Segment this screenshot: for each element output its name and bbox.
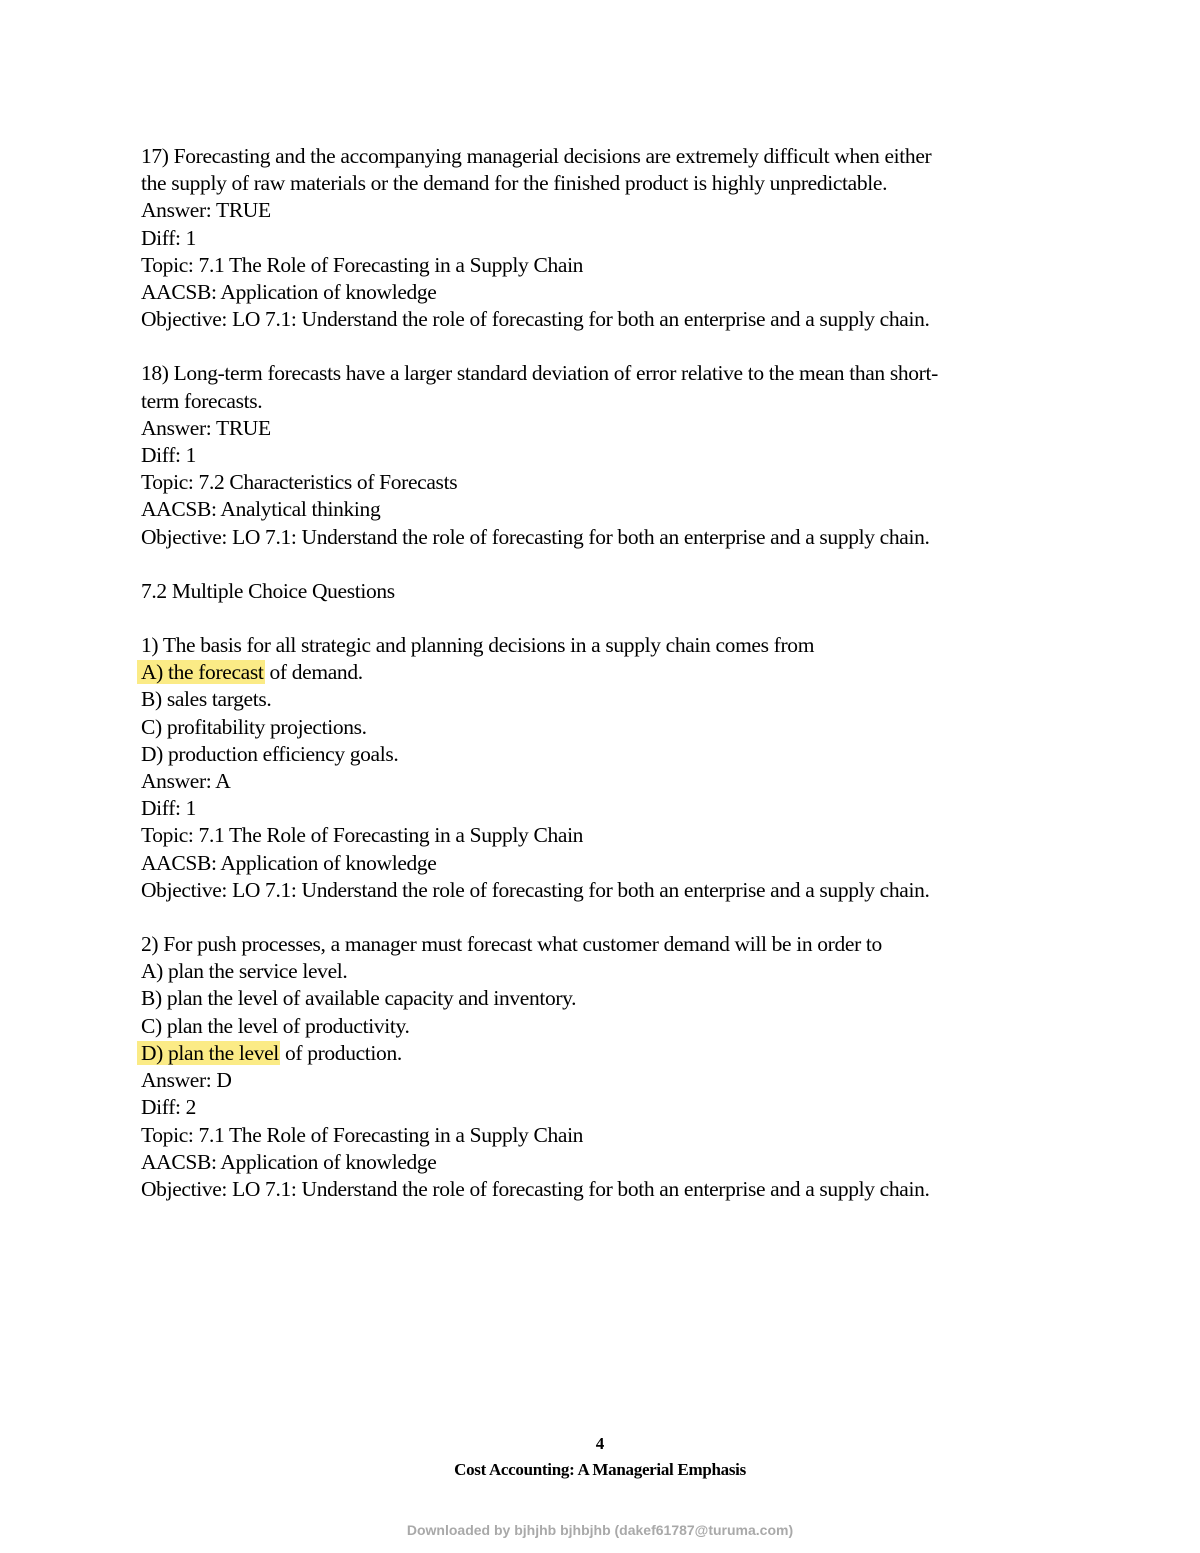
spacer (141, 333, 1061, 360)
objective: Objective: LO 7.1: Understand the role of forecasting for both an enterprise and a supply chain. (141, 524, 930, 549)
aacsb: AACSB: Application of knowledge (141, 280, 437, 305)
option-a-rest: of demand. (264, 660, 363, 685)
section-heading: 7.2 Multiple Choice Questions (141, 578, 395, 603)
answer: Answer: TRUE (141, 198, 271, 223)
difficulty: Diff: 1 (141, 225, 197, 250)
spacer (141, 551, 1061, 578)
option-d (141, 1040, 1061, 1067)
download-watermark: Downloaded by bjhjhb bjhbjhb (dakef61787@turuma.com) (406, 1522, 794, 1538)
difficulty: Diff: 2 (141, 1095, 197, 1120)
question-text: 18) Long-term forecasts have a larger standard deviation of error relative to the mean than short- (141, 361, 938, 386)
option-c: C) plan the level of productivity. (141, 1013, 410, 1038)
option-b: B) plan the level of available capacity and inventory. (141, 986, 577, 1011)
mc-question-1 (141, 632, 1061, 904)
question-text-continued: term forecasts. (141, 388, 263, 413)
topic: Topic: 7.1 The Role of Forecasting in a Supply Chain (141, 1122, 584, 1147)
question-text: 1) The basis for all strategic and planning decisions in a supply chain comes from (141, 633, 815, 658)
option-d-rest: of production. (279, 1040, 402, 1065)
aacsb: AACSB: Application of knowledge (141, 850, 437, 875)
highlight-mark: A) the forecast (137, 660, 265, 684)
option-b: B) sales targets. (141, 687, 272, 712)
spacer (141, 904, 1061, 931)
option-a: A) plan the service level. (141, 959, 348, 984)
objective: Objective: LO 7.1: Understand the role of forecasting for both an enterprise and a supply chain. (141, 307, 930, 332)
topic: Topic: 7.2 Characteristics of Forecasts (141, 470, 458, 495)
objective: Objective: LO 7.1: Understand the role of forecasting for both an enterprise and a supply chain. (141, 877, 930, 902)
highlight-mark: D) plan the level (137, 1041, 280, 1065)
aacsb: AACSB: Analytical thinking (141, 497, 381, 522)
option-a (141, 659, 1061, 686)
objective: Objective: LO 7.1: Understand the role of forecasting for both an enterprise and a supply chain. (141, 1176, 930, 1201)
question-text: 2) For push processes, a manager must forecast what customer demand will be in order to (141, 932, 882, 957)
spacer (141, 605, 1061, 632)
question-18 (141, 360, 1061, 550)
question-17 (141, 143, 1061, 333)
page-number: 4 (595, 1434, 605, 1453)
answer: Answer: D (141, 1068, 232, 1093)
difficulty: Diff: 1 (141, 443, 197, 468)
topic: Topic: 7.1 The Role of Forecasting in a Supply Chain (141, 823, 584, 848)
book-title: Cost Accounting: A Managerial Emphasis (454, 1460, 746, 1479)
option-c: C) profitability projections. (141, 714, 367, 739)
page-content (141, 143, 1061, 1203)
question-text-continued: the supply of raw materials or the demand for the finished product is highly unpredictable. (141, 171, 888, 196)
mc-question-2 (141, 931, 1061, 1203)
topic: Topic: 7.1 The Role of Forecasting in a Supply Chain (141, 252, 584, 277)
aacsb: AACSB: Application of knowledge (141, 1149, 437, 1174)
question-text: 17) Forecasting and the accompanying managerial decisions are extremely difficult when either (141, 144, 932, 168)
answer: Answer: A (141, 769, 231, 794)
option-d: D) production efficiency goals. (141, 741, 399, 766)
answer: Answer: TRUE (141, 415, 271, 440)
difficulty: Diff: 1 (141, 796, 197, 821)
